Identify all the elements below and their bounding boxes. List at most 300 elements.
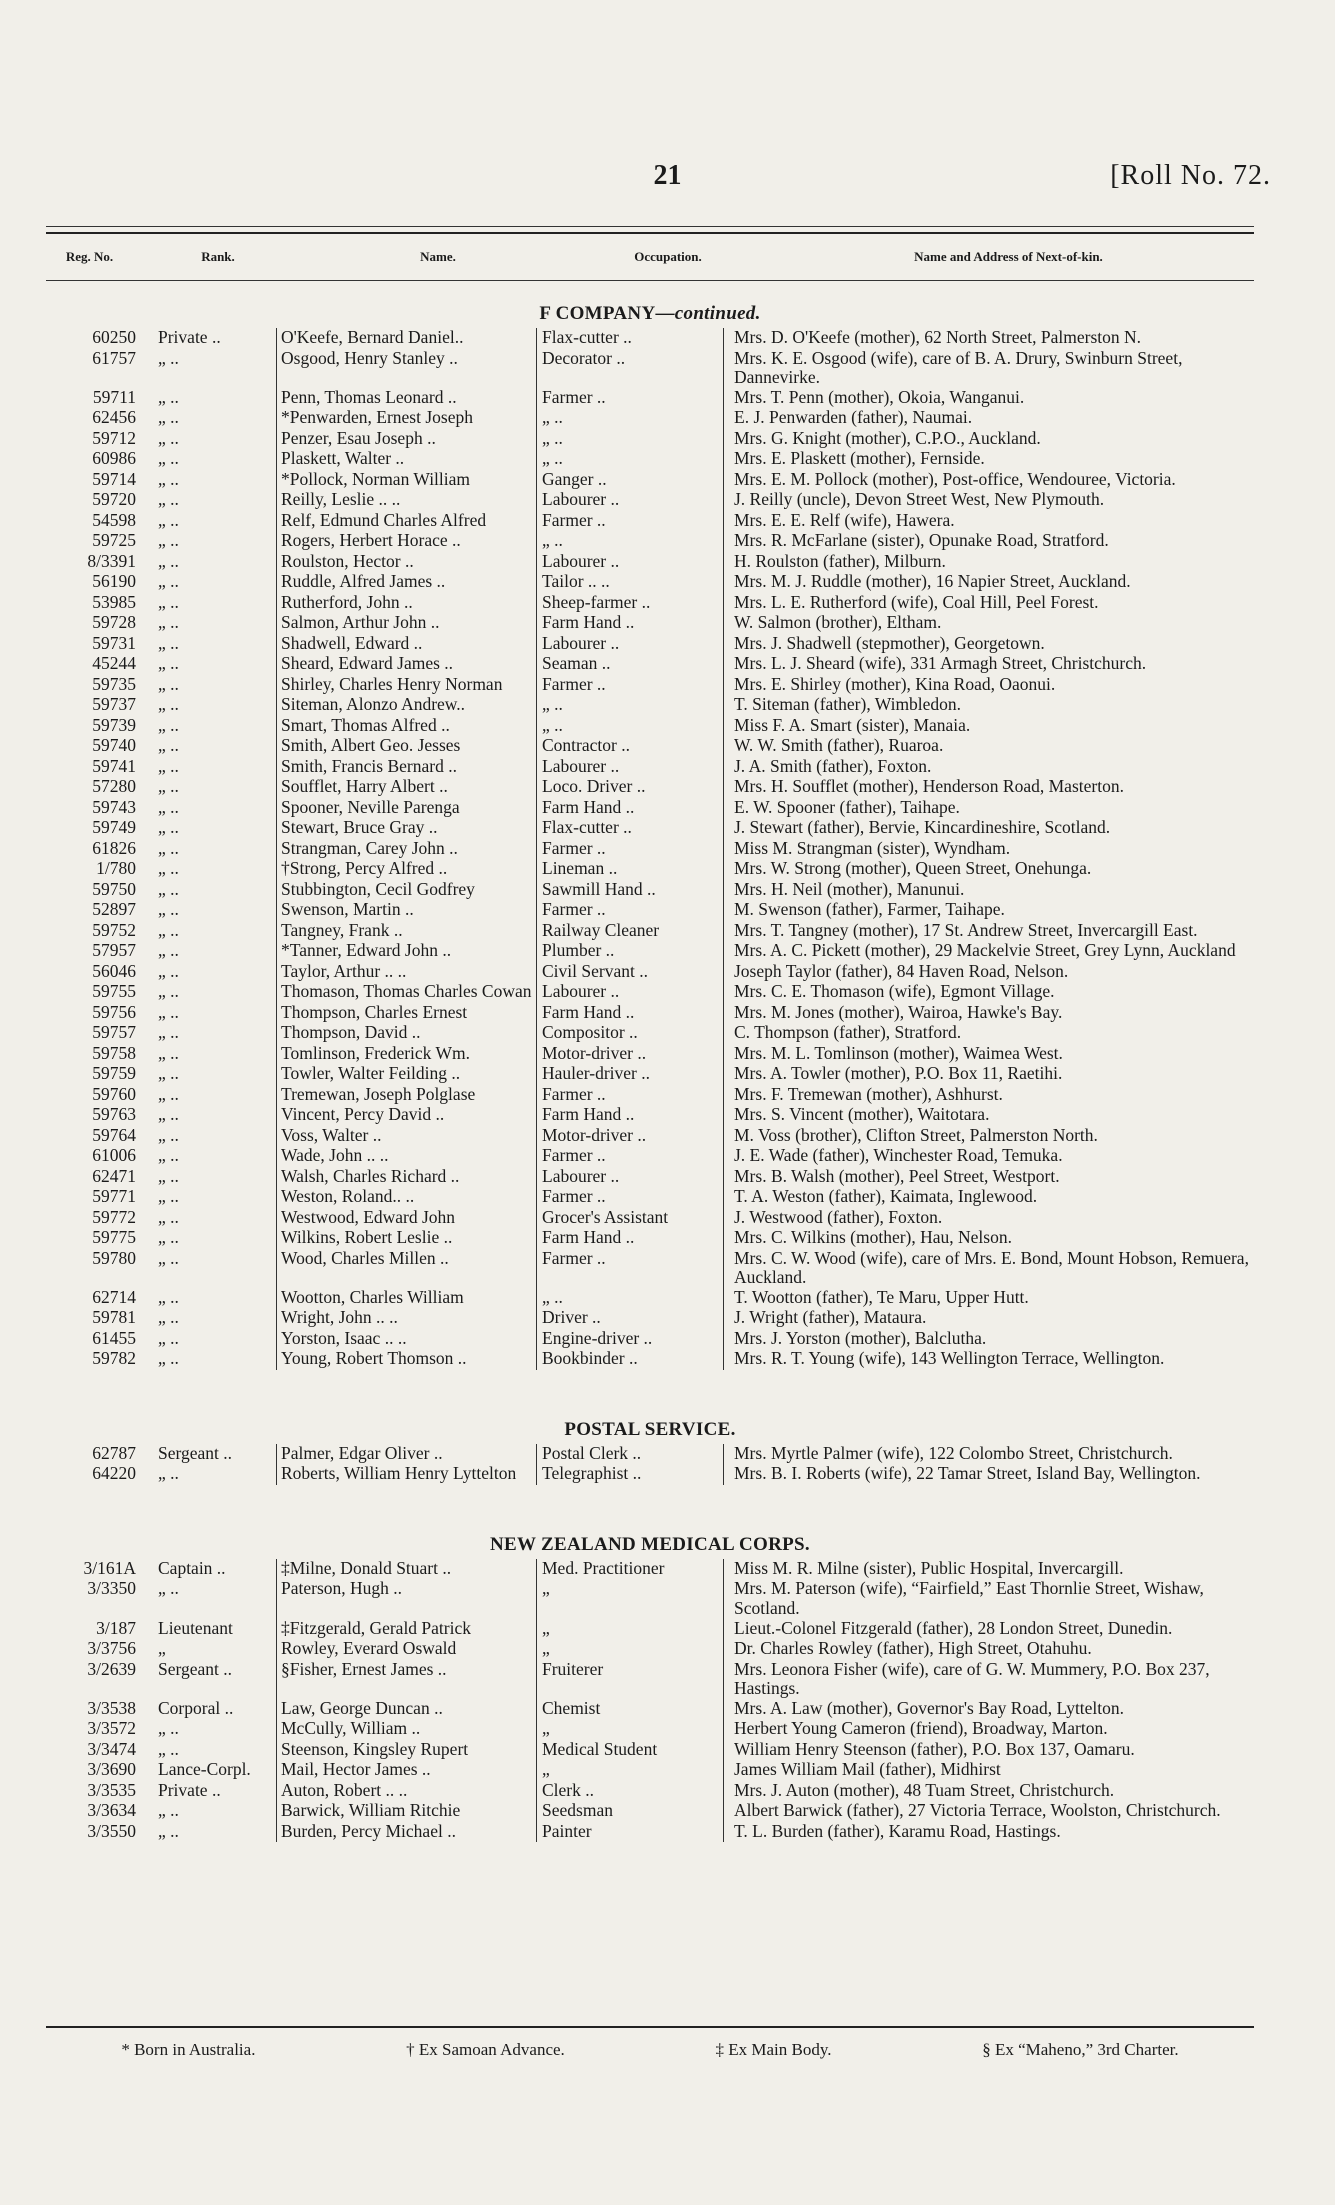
soldier-name: Shirley, Charles Henry Norman bbox=[277, 675, 537, 696]
soldier-name: *Pollock, Norman William bbox=[277, 470, 537, 491]
table-row bbox=[46, 1444, 1254, 1465]
occupation: Farmer .. bbox=[537, 1249, 724, 1288]
table-row bbox=[46, 572, 1254, 593]
rank: Private .. bbox=[158, 1779, 221, 1800]
next-of-kin: Mrs. E. Shirley (mother), Kina Road, Oaonui. bbox=[724, 675, 1255, 696]
soldier-name: Wright, John .. .. bbox=[277, 1308, 537, 1329]
reg-no: 59757 bbox=[92, 1022, 136, 1043]
rank: „ .. bbox=[158, 735, 179, 756]
table-row bbox=[46, 1740, 1254, 1761]
rank: Captain .. bbox=[158, 1557, 226, 1578]
occupation: Sheep-farmer .. bbox=[537, 593, 724, 614]
reg-no: 45244 bbox=[92, 653, 136, 674]
table-row bbox=[46, 1146, 1254, 1167]
page-number: 21 bbox=[653, 160, 682, 191]
reg-no: 61757 bbox=[92, 347, 136, 368]
next-of-kin: Mrs. H. Soufflet (mother), Henderson Road, Masterton. bbox=[724, 777, 1255, 798]
footnote: † Ex Samoan Advance. bbox=[406, 2040, 565, 2059]
reg-no: 59714 bbox=[92, 468, 136, 489]
reg-no: 62471 bbox=[92, 1165, 136, 1186]
occupation: Farmer .. bbox=[537, 1187, 724, 1208]
reg-no: 8/3391 bbox=[87, 550, 136, 571]
occupation: Telegraphist .. bbox=[537, 1464, 724, 1485]
occupation: Driver .. bbox=[537, 1308, 724, 1329]
section-spacer bbox=[46, 1370, 1254, 1416]
reg-no: 59711 bbox=[92, 386, 136, 407]
table-row bbox=[46, 328, 1254, 349]
soldier-name: †Strong, Percy Alfred .. bbox=[277, 859, 537, 880]
next-of-kin: Mrs. A. Towler (mother), P.O. Box 11, Raetihi. bbox=[724, 1064, 1255, 1085]
soldier-name: Barwick, William Ritchie bbox=[277, 1801, 537, 1822]
reg-no: 59720 bbox=[92, 489, 136, 510]
reg-no: 59750 bbox=[92, 878, 136, 899]
table-row bbox=[46, 1619, 1254, 1640]
occupation: Labourer .. bbox=[537, 982, 724, 1003]
soldier-name: Penn, Thomas Leonard .. bbox=[277, 388, 537, 409]
table-row bbox=[46, 1249, 1254, 1288]
next-of-kin: Mrs. M. Jones (mother), Wairoa, Hawke's Bay. bbox=[724, 1003, 1255, 1024]
reg-no: 60986 bbox=[92, 448, 136, 469]
rank: „ .. bbox=[158, 1327, 179, 1348]
reg-no: 59728 bbox=[92, 612, 136, 633]
next-of-kin: Mrs. B. I. Roberts (wife), 22 Tamar Street, Island Bay, Wellington. bbox=[724, 1464, 1255, 1485]
reg-no: 64220 bbox=[92, 1463, 136, 1484]
next-of-kin: Mrs. J. Yorston (mother), Balclutha. bbox=[724, 1329, 1255, 1350]
table-row bbox=[46, 1464, 1254, 1485]
soldier-name: Taylor, Arthur .. .. bbox=[277, 962, 537, 983]
table-row bbox=[46, 1781, 1254, 1802]
table-row bbox=[46, 490, 1254, 511]
table-row bbox=[46, 716, 1254, 737]
occupation: Clerk .. bbox=[537, 1781, 724, 1802]
table-row bbox=[46, 1167, 1254, 1188]
next-of-kin: Mrs. R. McFarlane (sister), Opunake Road, Stratford. bbox=[724, 531, 1255, 552]
occupation: Med. Practitioner bbox=[537, 1559, 724, 1580]
next-of-kin: Mrs. E. M. Pollock (mother), Post-office, Wendouree, Victoria. bbox=[724, 470, 1255, 491]
next-of-kin: Lieut.-Colonel Fitzgerald (father), 28 London Street, Dunedin. bbox=[724, 1619, 1255, 1640]
table-row bbox=[46, 429, 1254, 450]
rank: „ .. bbox=[158, 1348, 179, 1369]
rank: „ .. bbox=[158, 694, 179, 715]
soldier-name: Smith, Albert Geo. Jesses bbox=[277, 736, 537, 757]
table-row bbox=[46, 1064, 1254, 1085]
occupation: Farm Hand .. bbox=[537, 1228, 724, 1249]
soldier-name: Yorston, Isaac .. .. bbox=[277, 1329, 537, 1350]
occupation: Seedsman bbox=[537, 1801, 724, 1822]
occupation: „ .. bbox=[537, 531, 724, 552]
soldier-name: Tangney, Frank .. bbox=[277, 921, 537, 942]
soldier-name: *Tanner, Edward John .. bbox=[277, 941, 537, 962]
soldier-name: Sheard, Edward James .. bbox=[277, 654, 537, 675]
table-row bbox=[46, 941, 1254, 962]
soldier-name: O'Keefe, Bernard Daniel.. bbox=[277, 328, 537, 349]
reg-no: 3/187 bbox=[96, 1617, 136, 1638]
reg-no: 1/780 bbox=[96, 858, 136, 879]
soldier-name: Rowley, Everard Oswald bbox=[277, 1639, 537, 1660]
table-row bbox=[46, 654, 1254, 675]
rank: „ .. bbox=[158, 1022, 179, 1043]
soldier-name: Walsh, Charles Richard .. bbox=[277, 1167, 537, 1188]
next-of-kin: T. Wootton (father), Te Maru, Upper Hutt. bbox=[724, 1288, 1255, 1309]
section-title-text: F COMPANY— bbox=[539, 303, 675, 324]
reg-no: 59743 bbox=[92, 796, 136, 817]
occupation: Tailor .. .. bbox=[537, 572, 724, 593]
next-of-kin: E. W. Spooner (father), Taihape. bbox=[724, 798, 1255, 819]
reg-no: 57957 bbox=[92, 940, 136, 961]
soldier-name: ‡Fitzgerald, Gerald Patrick bbox=[277, 1619, 537, 1640]
rank: „ .. bbox=[158, 796, 179, 817]
rank: Lieutenant bbox=[158, 1617, 233, 1638]
occupation-header: Occupation. bbox=[634, 249, 702, 264]
soldier-name: Mail, Hector James .. bbox=[277, 1760, 537, 1781]
rank: „ .. bbox=[158, 386, 179, 407]
soldier-name: Wade, John .. .. bbox=[277, 1146, 537, 1167]
reg-no: 59758 bbox=[92, 1042, 136, 1063]
rank: „ .. bbox=[158, 448, 179, 469]
soldier-name: Strangman, Carey John .. bbox=[277, 839, 537, 860]
next-of-kin: Miss M. R. Milne (sister), Public Hospital, Invercargill. bbox=[724, 1559, 1255, 1580]
rank: „ .. bbox=[158, 1800, 179, 1821]
table-row bbox=[46, 818, 1254, 839]
next-of-kin: W. W. Smith (father), Ruaroa. bbox=[724, 736, 1255, 757]
reg-no: 3/2639 bbox=[87, 1658, 136, 1679]
rank: „ .. bbox=[158, 940, 179, 961]
occupation: Seaman .. bbox=[537, 654, 724, 675]
occupation: Hauler-driver .. bbox=[537, 1064, 724, 1085]
soldier-name: Law, George Duncan .. bbox=[277, 1699, 537, 1720]
reg-no: 62787 bbox=[92, 1442, 136, 1463]
next-of-kin: Albert Barwick (father), 27 Victoria Terrace, Woolston, Christchurch. bbox=[724, 1801, 1255, 1822]
rank: „ .. bbox=[158, 1227, 179, 1248]
next-of-kin: E. J. Penwarden (father), Naumai. bbox=[724, 408, 1255, 429]
occupation: Labourer .. bbox=[537, 552, 724, 573]
rank: „ .. bbox=[158, 1247, 179, 1268]
soldier-name: Soufflet, Harry Albert .. bbox=[277, 777, 537, 798]
occupation: Labourer .. bbox=[537, 634, 724, 655]
rank: „ .. bbox=[158, 427, 179, 448]
soldier-name: *Penwarden, Ernest Joseph bbox=[277, 408, 537, 429]
occupation: Bookbinder .. bbox=[537, 1349, 724, 1370]
occupation: Compositor .. bbox=[537, 1023, 724, 1044]
table-row bbox=[46, 1822, 1254, 1843]
next-of-kin: Mrs. L. J. Sheard (wife), 331 Armagh Street, Christchurch. bbox=[724, 654, 1255, 675]
reg-no: 56046 bbox=[92, 960, 136, 981]
next-of-kin: J. Reilly (uncle), Devon Street West, New Plymouth. bbox=[724, 490, 1255, 511]
rank: „ .. bbox=[158, 571, 179, 592]
next-of-kin: Mrs. Leonora Fisher (wife), care of G. W. Mummery, P.O. Box 237, Hastings. bbox=[724, 1660, 1255, 1699]
rank: „ .. bbox=[158, 776, 179, 797]
soldier-name: Thomason, Thomas Charles Cowan bbox=[277, 982, 537, 1003]
soldier-name: Thompson, Charles Ernest bbox=[277, 1003, 537, 1024]
next-of-kin: Mrs. E. E. Relf (wife), Hawera. bbox=[724, 511, 1255, 532]
table-row bbox=[46, 900, 1254, 921]
rank: „ .. bbox=[158, 632, 179, 653]
section-spacer bbox=[46, 1485, 1254, 1531]
reg-no: 3/3350 bbox=[87, 1578, 136, 1599]
rank: „ .. bbox=[158, 919, 179, 940]
occupation: Flax-cutter .. bbox=[537, 328, 724, 349]
soldier-name: Ruddle, Alfred James .. bbox=[277, 572, 537, 593]
soldier-name: Siteman, Alonzo Andrew.. bbox=[277, 695, 537, 716]
reg-header: Reg. No. bbox=[65, 249, 114, 264]
next-of-kin: Mrs. A. C. Pickett (mother), 29 Mackelvie Street, Grey Lynn, Auckland bbox=[724, 941, 1255, 962]
occupation: Chemist bbox=[537, 1699, 724, 1720]
occupation: Postal Clerk .. bbox=[537, 1444, 724, 1465]
reg-no: 3/3756 bbox=[87, 1638, 136, 1659]
occupation: „ bbox=[537, 1639, 724, 1660]
table-row bbox=[46, 777, 1254, 798]
table-row bbox=[46, 1187, 1254, 1208]
rank: „ .. bbox=[158, 550, 179, 571]
next-of-kin: Mrs. C. E. Thomason (wife), Egmont Village. bbox=[724, 982, 1255, 1003]
occupation: Engine-driver .. bbox=[537, 1329, 724, 1350]
next-of-kin: Mrs. W. Strong (mother), Queen Street, Onehunga. bbox=[724, 859, 1255, 880]
rank: „ .. bbox=[158, 1083, 179, 1104]
reg-no: 52897 bbox=[92, 899, 136, 920]
occupation: Ganger .. bbox=[537, 470, 724, 491]
table-row bbox=[46, 1105, 1254, 1126]
rank: „ .. bbox=[158, 817, 179, 838]
table-row bbox=[46, 552, 1254, 573]
rank: „ .. bbox=[158, 1124, 179, 1145]
soldier-name: ‡Milne, Donald Stuart .. bbox=[277, 1559, 537, 1580]
table-row bbox=[46, 798, 1254, 819]
name-header: Name. bbox=[420, 249, 456, 264]
soldier-name: Auton, Robert .. .. bbox=[277, 1781, 537, 1802]
next-of-kin: Dr. Charles Rowley (father), High Street, Otahuhu. bbox=[724, 1639, 1255, 1660]
reg-no: 59755 bbox=[92, 981, 136, 1002]
table-row bbox=[46, 1699, 1254, 1720]
soldier-name: Osgood, Henry Stanley .. bbox=[277, 349, 537, 388]
next-of-kin: Mrs. J. Auton (mother), 48 Tuam Street, Christchurch. bbox=[724, 1781, 1255, 1802]
next-of-kin: Mrs. C. Wilkins (mother), Hau, Nelson. bbox=[724, 1228, 1255, 1249]
rank: „ .. bbox=[158, 1206, 179, 1227]
reg-no: 3/3572 bbox=[87, 1718, 136, 1739]
next-of-kin: Mrs. L. E. Rutherford (wife), Coal Hill, Peel Forest. bbox=[724, 593, 1255, 614]
next-of-kin: J. A. Smith (father), Foxton. bbox=[724, 757, 1255, 778]
footnotes bbox=[46, 2026, 1254, 2060]
next-of-kin: Mrs. M. L. Tomlinson (mother), Waimea West. bbox=[724, 1044, 1255, 1065]
reg-no: 59760 bbox=[92, 1083, 136, 1104]
rank: „ .. bbox=[158, 1463, 179, 1484]
occupation: „ .. bbox=[537, 429, 724, 450]
table-row bbox=[46, 511, 1254, 532]
reg-no: 59771 bbox=[92, 1186, 136, 1207]
next-of-kin: J. Stewart (father), Bervie, Kincardineshire, Scotland. bbox=[724, 818, 1255, 839]
reg-no: 59764 bbox=[92, 1124, 136, 1145]
reg-no: 3/3550 bbox=[87, 1820, 136, 1841]
next-of-kin: James William Mail (father), Midhirst bbox=[724, 1760, 1255, 1781]
reg-no: 3/3535 bbox=[87, 1779, 136, 1800]
next-of-kin: W. Salmon (brother), Eltham. bbox=[724, 613, 1255, 634]
next-of-kin: Mrs. M. Paterson (wife), “Fairfield,” East Thornlie Street, Wishaw, Scotland. bbox=[724, 1579, 1255, 1618]
soldier-name: Smith, Francis Bernard .. bbox=[277, 757, 537, 778]
occupation: Plumber .. bbox=[537, 941, 724, 962]
occupation: Fruiterer bbox=[537, 1660, 724, 1699]
soldier-name: Paterson, Hugh .. bbox=[277, 1579, 537, 1618]
occupation: Farmer .. bbox=[537, 1146, 724, 1167]
soldier-name: Weston, Roland.. .. bbox=[277, 1187, 537, 1208]
soldier-name: Voss, Walter .. bbox=[277, 1126, 537, 1147]
next-of-kin: Herbert Young Cameron (friend), Broadway, Marton. bbox=[724, 1719, 1255, 1740]
next-of-kin: Mrs. M. J. Ruddle (mother), 16 Napier Street, Auckland. bbox=[724, 572, 1255, 593]
soldier-name: Wootton, Charles William bbox=[277, 1288, 537, 1309]
next-of-kin: T. L. Burden (father), Karamu Road, Hastings. bbox=[724, 1822, 1255, 1843]
rank: Sergeant .. bbox=[158, 1658, 233, 1679]
next-of-kin: J. E. Wade (father), Winchester Road, Temuka. bbox=[724, 1146, 1255, 1167]
rank: „ .. bbox=[158, 468, 179, 489]
occupation: Farm Hand .. bbox=[537, 798, 724, 819]
rank: „ .. bbox=[158, 1001, 179, 1022]
column-header bbox=[46, 232, 1254, 281]
occupation: Motor-driver .. bbox=[537, 1044, 724, 1065]
roll-number: [Roll No. 72. bbox=[1110, 160, 1271, 191]
table-row bbox=[46, 962, 1254, 983]
table-row bbox=[46, 1023, 1254, 1044]
occupation: Farmer .. bbox=[537, 1085, 724, 1106]
table-row bbox=[46, 1329, 1254, 1350]
table-row bbox=[46, 675, 1254, 696]
next-of-kin: T. Siteman (father), Wimbledon. bbox=[724, 695, 1255, 716]
next-of-kin: T. A. Weston (father), Kaimata, Inglewood. bbox=[724, 1187, 1255, 1208]
next-of-kin: Mrs. S. Vincent (mother), Waitotara. bbox=[724, 1105, 1255, 1126]
reg-no: 3/161A bbox=[83, 1557, 136, 1578]
next-of-kin: Mrs. T. Penn (mother), Okoia, Wanganui. bbox=[724, 388, 1255, 409]
occupation: Farmer .. bbox=[537, 900, 724, 921]
reg-no: 59712 bbox=[92, 427, 136, 448]
roll-body bbox=[46, 300, 1254, 1842]
table-row bbox=[46, 531, 1254, 552]
occupation: Grocer's Assistant bbox=[537, 1208, 724, 1229]
rank: „ .. bbox=[158, 509, 179, 530]
soldier-name: Westwood, Edward John bbox=[277, 1208, 537, 1229]
reg-no: 59763 bbox=[92, 1104, 136, 1125]
soldier-name: Salmon, Arthur John .. bbox=[277, 613, 537, 634]
soldier-name: Vincent, Percy David .. bbox=[277, 1105, 537, 1126]
rank: „ .. bbox=[158, 858, 179, 879]
reg-no: 59782 bbox=[92, 1348, 136, 1369]
occupation: Civil Servant .. bbox=[537, 962, 724, 983]
rank: Corporal .. bbox=[158, 1697, 234, 1718]
soldier-name: Stewart, Bruce Gray .. bbox=[277, 818, 537, 839]
next-of-kin: Mrs. F. Tremewan (mother), Ashhurst. bbox=[724, 1085, 1255, 1106]
reg-no: 59741 bbox=[92, 755, 136, 776]
rank: „ .. bbox=[158, 1186, 179, 1207]
soldier-name: Rogers, Herbert Horace .. bbox=[277, 531, 537, 552]
reg-no: 62714 bbox=[92, 1286, 136, 1307]
reg-no: 56190 bbox=[92, 571, 136, 592]
soldier-name: Shadwell, Edward .. bbox=[277, 634, 537, 655]
rank: „ .. bbox=[158, 1042, 179, 1063]
roll-table bbox=[46, 328, 1254, 1370]
reg-no: 59725 bbox=[92, 530, 136, 551]
reg-no: 59735 bbox=[92, 673, 136, 694]
reg-no: 59780 bbox=[92, 1247, 136, 1268]
occupation: Sawmill Hand .. bbox=[537, 880, 724, 901]
occupation: Labourer .. bbox=[537, 490, 724, 511]
rank: „ .. bbox=[158, 673, 179, 694]
soldier-name: Reilly, Leslie .. .. bbox=[277, 490, 537, 511]
section-title bbox=[46, 1416, 1254, 1444]
table-row bbox=[46, 982, 1254, 1003]
occupation: Motor-driver .. bbox=[537, 1126, 724, 1147]
occupation: „ bbox=[537, 1719, 724, 1740]
next-of-kin: H. Roulston (father), Milburn. bbox=[724, 552, 1255, 573]
occupation: „ .. bbox=[537, 1288, 724, 1309]
table-row bbox=[46, 859, 1254, 880]
soldier-name: Roulston, Hector .. bbox=[277, 552, 537, 573]
next-of-kin: Mrs. H. Neil (mother), Manunui. bbox=[724, 880, 1255, 901]
reg-no: 3/3538 bbox=[87, 1697, 136, 1718]
occupation: Loco. Driver .. bbox=[537, 777, 724, 798]
rank-header: Rank. bbox=[201, 249, 235, 264]
reg-no: 3/3634 bbox=[87, 1800, 136, 1821]
next-of-kin: M. Swenson (father), Farmer, Taihape. bbox=[724, 900, 1255, 921]
rank: „ .. bbox=[158, 1286, 179, 1307]
next-of-kin: M. Voss (brother), Clifton Street, Palmerston North. bbox=[724, 1126, 1255, 1147]
table-row bbox=[46, 1228, 1254, 1249]
soldier-name: Thompson, David .. bbox=[277, 1023, 537, 1044]
table-row bbox=[46, 1801, 1254, 1822]
table-row bbox=[46, 880, 1254, 901]
table-row bbox=[46, 449, 1254, 470]
rank: „ .. bbox=[158, 837, 179, 858]
rank: „ .. bbox=[158, 1104, 179, 1125]
soldier-name: Steenson, Kingsley Rupert bbox=[277, 1740, 537, 1761]
occupation: Farmer .. bbox=[537, 511, 724, 532]
table-row bbox=[46, 1003, 1254, 1024]
reg-no: 59737 bbox=[92, 694, 136, 715]
reg-no: 59772 bbox=[92, 1206, 136, 1227]
next-of-kin: Mrs. B. Walsh (mother), Peel Street, Westport. bbox=[724, 1167, 1255, 1188]
rank: „ .. bbox=[158, 755, 179, 776]
occupation: Painter bbox=[537, 1822, 724, 1843]
footnote: ‡ Ex Main Body. bbox=[715, 2040, 832, 2059]
reg-no: 62456 bbox=[92, 407, 136, 428]
occupation: „ bbox=[537, 1619, 724, 1640]
next-of-kin: J. Westwood (father), Foxton. bbox=[724, 1208, 1255, 1229]
rank: „ .. bbox=[158, 407, 179, 428]
rank: „ .. bbox=[158, 981, 179, 1002]
next-of-kin: Joseph Taylor (father), 84 Haven Road, Nelson. bbox=[724, 962, 1255, 983]
soldier-name: Burden, Percy Michael .. bbox=[277, 1822, 537, 1843]
table-row bbox=[46, 1559, 1254, 1580]
table-row bbox=[46, 1208, 1254, 1229]
next-of-kin: Mrs. E. Plaskett (mother), Fernside. bbox=[724, 449, 1255, 470]
rank: „ .. bbox=[158, 1063, 179, 1084]
table-row bbox=[46, 470, 1254, 491]
roll-table bbox=[46, 1559, 1254, 1842]
table-row bbox=[46, 1760, 1254, 1781]
occupation: Contractor .. bbox=[537, 736, 724, 757]
next-of-kin: Mrs. C. W. Wood (wife), care of Mrs. E. Bond, Mount Hobson, Remuera, Auckland. bbox=[724, 1249, 1255, 1288]
rank: „ .. bbox=[158, 1307, 179, 1328]
table-row bbox=[46, 1085, 1254, 1106]
top-rule bbox=[46, 226, 1254, 227]
soldier-name: McCully, William .. bbox=[277, 1719, 537, 1740]
soldier-name: Relf, Edmund Charles Alfred bbox=[277, 511, 537, 532]
table-row bbox=[46, 736, 1254, 757]
reg-no: 59781 bbox=[92, 1307, 136, 1328]
soldier-name: Swenson, Martin .. bbox=[277, 900, 537, 921]
occupation: Farmer .. bbox=[537, 675, 724, 696]
rank: Sergeant .. bbox=[158, 1442, 233, 1463]
table-row bbox=[46, 593, 1254, 614]
rank: „ .. bbox=[158, 878, 179, 899]
occupation: Labourer .. bbox=[537, 1167, 724, 1188]
rank: „ .. bbox=[158, 347, 179, 368]
occupation: „ .. bbox=[537, 449, 724, 470]
